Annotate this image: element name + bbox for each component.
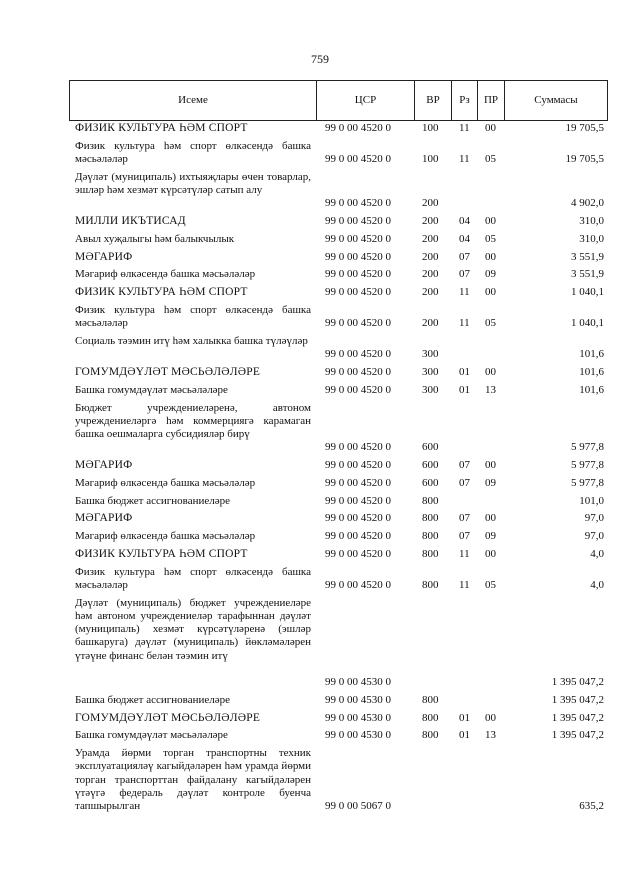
row-csr: 99 0 00 4520 0 bbox=[325, 512, 391, 525]
row-csr: 99 0 00 5067 0 bbox=[325, 799, 391, 812]
row-pr: 05 bbox=[485, 317, 496, 330]
row-rz: 01 bbox=[459, 365, 470, 378]
row-csr: 99 0 00 4530 0 bbox=[325, 729, 391, 742]
row-sum: 1 040,1 bbox=[571, 317, 604, 330]
row-csr: 99 0 00 4520 0 bbox=[325, 383, 391, 396]
row-name: Башка гомумдәүләт мәсьәләләре bbox=[75, 729, 228, 742]
row-pr: 00 bbox=[485, 365, 496, 378]
row-rz: 07 bbox=[459, 530, 470, 543]
row-vr: 200 bbox=[422, 250, 439, 263]
table-body bbox=[0, 122, 640, 818]
row-vr: 800 bbox=[422, 711, 439, 724]
row-name: ФИЗИК КУЛЬТУРА ҺӘМ СПОРТ bbox=[75, 547, 248, 560]
row-pr: 13 bbox=[485, 729, 496, 742]
row-sum: 310,0 bbox=[579, 232, 604, 245]
row-csr: 99 0 00 4520 0 bbox=[325, 348, 391, 361]
row-sum: 5 977,8 bbox=[571, 458, 604, 471]
header-name: Исеме bbox=[70, 81, 317, 120]
table-row bbox=[0, 729, 640, 747]
row-pr: 09 bbox=[485, 530, 496, 543]
row-rz: 11 bbox=[459, 153, 470, 165]
row-csr: 99 0 00 4520 0 bbox=[325, 232, 391, 245]
row-pr: 05 bbox=[485, 153, 496, 165]
row-sum: 4 902,0 bbox=[571, 197, 604, 210]
table-row bbox=[0, 304, 640, 335]
row-sum: 101,6 bbox=[579, 383, 604, 396]
row-vr: 200 bbox=[422, 197, 439, 210]
row-name: Дәүләт (муниципаль) бюджет учреждениеләре һәм автоном учреждениеләр тарафыннан дәүләт (муниципаль) хезмәт күрсәтүләренә (эшләр башкаруга) дәүләт (муниципаль) йөкләмәләрен үтәүне финанс белән тәэмин итү bbox=[75, 596, 311, 662]
row-vr: 200 bbox=[422, 286, 439, 299]
table-row bbox=[0, 548, 640, 566]
row-vr: 800 bbox=[422, 530, 439, 543]
row-sum: 4,0 bbox=[590, 547, 604, 560]
table-row bbox=[0, 171, 640, 215]
row-rz: 07 bbox=[459, 476, 470, 489]
table-row bbox=[0, 286, 640, 304]
row-vr: 200 bbox=[422, 317, 439, 330]
row-csr: 99 0 00 4520 0 bbox=[325, 365, 391, 378]
table-row bbox=[0, 747, 640, 818]
row-name: Физик культура һәм спорт өлкәсендә башка мәсьәләләр bbox=[75, 565, 311, 591]
row-pr: 00 bbox=[485, 122, 496, 134]
row-csr: 99 0 00 4530 0 bbox=[325, 675, 391, 688]
row-sum: 19 705,5 bbox=[565, 122, 604, 134]
row-pr: 00 bbox=[485, 512, 496, 525]
table-row bbox=[0, 512, 640, 530]
table-row bbox=[0, 694, 640, 712]
row-name: ФИЗИК КУЛЬТУРА ҺӘМ СПОРТ bbox=[75, 286, 248, 299]
table-row bbox=[0, 140, 640, 171]
row-pr: 13 bbox=[485, 383, 496, 396]
row-rz: 01 bbox=[459, 711, 470, 724]
row-vr: 600 bbox=[422, 476, 439, 489]
row-rz: 01 bbox=[459, 383, 470, 396]
row-csr: 99 0 00 4520 0 bbox=[325, 441, 391, 454]
row-rz: 07 bbox=[459, 250, 470, 263]
row-vr: 800 bbox=[422, 547, 439, 560]
row-rz: 07 bbox=[459, 268, 470, 281]
row-csr: 99 0 00 4520 0 bbox=[325, 250, 391, 263]
row-pr: 09 bbox=[485, 476, 496, 489]
row-vr: 800 bbox=[422, 729, 439, 742]
row-name: Мәгариф өлкәсендә башка мәсьәләләр bbox=[75, 530, 256, 543]
row-rz: 11 bbox=[459, 578, 470, 591]
row-vr: 300 bbox=[422, 348, 439, 361]
row-csr: 99 0 00 4520 0 bbox=[325, 494, 391, 507]
row-csr: 99 0 00 4520 0 bbox=[325, 197, 391, 210]
row-vr: 800 bbox=[422, 693, 439, 706]
row-csr: 99 0 00 4530 0 bbox=[325, 693, 391, 706]
row-pr: 00 bbox=[485, 711, 496, 724]
row-csr: 99 0 00 4520 0 bbox=[325, 268, 391, 281]
row-vr: 100 bbox=[422, 122, 439, 134]
row-vr: 300 bbox=[422, 383, 439, 396]
row-rz: 11 bbox=[459, 286, 470, 299]
row-pr: 00 bbox=[485, 250, 496, 263]
row-name: ФИЗИК КУЛЬТУРА ҺӘМ СПОРТ bbox=[75, 122, 248, 134]
table-row bbox=[0, 215, 640, 233]
row-csr: 99 0 00 4520 0 bbox=[325, 476, 391, 489]
table-row bbox=[0, 233, 640, 251]
row-sum: 1 040,1 bbox=[571, 286, 604, 299]
row-vr: 800 bbox=[422, 494, 439, 507]
row-name: Башка гомумдәүләт мәсьәләләре bbox=[75, 383, 228, 396]
row-csr: 99 0 00 4530 0 bbox=[325, 711, 391, 724]
header-vr: ВР bbox=[415, 81, 452, 120]
row-name: МӘГАРИФ bbox=[75, 512, 133, 525]
table-row bbox=[0, 251, 640, 269]
header-rz: Рз bbox=[452, 81, 478, 120]
table-row bbox=[0, 566, 640, 597]
row-rz: 11 bbox=[459, 122, 470, 134]
page-number: 759 bbox=[311, 52, 329, 66]
row-name: МИЛЛИ ИКЪТИСАД bbox=[75, 214, 186, 227]
header-pr: ПР bbox=[478, 81, 505, 120]
row-sum: 1 395 047,2 bbox=[551, 711, 604, 724]
row-csr: 99 0 00 4520 0 bbox=[325, 286, 391, 299]
row-sum: 101,6 bbox=[579, 348, 604, 361]
row-name: Урамда йөрми торган транспортны техник эксплуатацияләү кагыйдәләрен һәм урамда йөрми торган транспорттан файдалану кагыйдәләрен үтәүгә федераль дәүләт контроле буенча тапшырылган bbox=[75, 747, 311, 812]
row-sum: 3 551,9 bbox=[571, 250, 604, 263]
row-csr: 99 0 00 4520 0 bbox=[325, 122, 391, 134]
table-row bbox=[0, 597, 640, 694]
row-sum: 101,6 bbox=[579, 365, 604, 378]
row-rz: 07 bbox=[459, 512, 470, 525]
row-pr: 00 bbox=[485, 286, 496, 299]
row-name: ГОМУМДӘҮЛӘТ МӘСЬӘЛӘЛӘРЕ bbox=[75, 711, 261, 724]
row-name: Дәүләт (муниципаль) ихтыяҗлары өчен товарлар, эшләр һәм хезмәт күрсәтүләр сатып алу bbox=[75, 170, 311, 196]
row-name: Авыл хуҗалыгы һәм балыкчылык bbox=[75, 232, 235, 245]
row-rz: 04 bbox=[459, 232, 470, 245]
row-name: Социаль тәэмин итү һәм халыкка башка түләүләр bbox=[75, 334, 308, 347]
row-csr: 99 0 00 4520 0 bbox=[325, 547, 391, 560]
row-vr: 600 bbox=[422, 458, 439, 471]
row-sum: 97,0 bbox=[584, 512, 604, 525]
row-vr: 800 bbox=[422, 578, 439, 591]
row-vr: 100 bbox=[422, 153, 439, 165]
row-sum: 19 705,5 bbox=[565, 153, 604, 165]
row-sum: 1 395 047,2 bbox=[551, 675, 604, 688]
row-name: Мәгариф өлкәсендә башка мәсьәләләр bbox=[75, 476, 256, 489]
row-name: ГОМУМДӘҮЛӘТ МӘСЬӘЛӘЛӘРЕ bbox=[75, 365, 261, 378]
row-name: МӘГАРИФ bbox=[75, 250, 133, 263]
row-vr: 200 bbox=[422, 214, 439, 227]
row-pr: 00 bbox=[485, 214, 496, 227]
table-row bbox=[0, 335, 640, 366]
row-vr: 600 bbox=[422, 441, 439, 454]
row-csr: 99 0 00 4520 0 bbox=[325, 458, 391, 471]
row-rz: 07 bbox=[459, 458, 470, 471]
row-pr: 00 bbox=[485, 547, 496, 560]
row-csr: 99 0 00 4520 0 bbox=[325, 153, 391, 165]
header-csr: ЦСР bbox=[317, 81, 415, 120]
header-sum: Суммасы bbox=[534, 94, 578, 106]
row-csr: 99 0 00 4520 0 bbox=[325, 214, 391, 227]
table-row bbox=[0, 530, 640, 548]
row-pr: 00 bbox=[485, 458, 496, 471]
row-csr: 99 0 00 4520 0 bbox=[325, 530, 391, 543]
table-row bbox=[0, 402, 640, 459]
row-sum: 4,0 bbox=[590, 578, 604, 591]
row-sum: 3 551,9 bbox=[571, 268, 604, 281]
row-sum: 101,0 bbox=[579, 494, 604, 507]
row-pr: 09 bbox=[485, 268, 496, 281]
row-sum: 5 977,8 bbox=[571, 476, 604, 489]
row-sum: 97,0 bbox=[584, 530, 604, 543]
row-sum: 1 395 047,2 bbox=[551, 693, 604, 706]
row-pr: 05 bbox=[485, 232, 496, 245]
row-vr: 800 bbox=[422, 512, 439, 525]
row-sum: 5 977,8 bbox=[571, 441, 604, 454]
row-sum: 635,2 bbox=[579, 799, 604, 812]
table-row bbox=[0, 712, 640, 730]
row-rz: 04 bbox=[459, 214, 470, 227]
row-csr: 99 0 00 4520 0 bbox=[325, 317, 391, 330]
row-name: Мәгариф өлкәсендә башка мәсьәләләр bbox=[75, 268, 256, 281]
row-name: Башка бюджет ассигнованиеләре bbox=[75, 693, 230, 706]
table-row bbox=[0, 268, 640, 286]
row-name: Физик культура һәм спорт өлкәсендә башка мәсьәләләр bbox=[75, 303, 311, 330]
row-name: Физик культура һәм спорт өлкәсендә башка мәсьәләләр bbox=[75, 139, 311, 165]
table-row bbox=[0, 459, 640, 477]
table-header bbox=[69, 80, 608, 121]
row-pr: 05 bbox=[485, 578, 496, 591]
table-row bbox=[0, 366, 640, 384]
row-sum: 1 395 047,2 bbox=[551, 729, 604, 742]
table-row bbox=[0, 495, 640, 513]
row-csr: 99 0 00 4520 0 bbox=[325, 578, 391, 591]
table-row bbox=[0, 384, 640, 402]
row-rz: 01 bbox=[459, 729, 470, 742]
row-vr: 200 bbox=[422, 268, 439, 281]
row-rz: 11 bbox=[459, 317, 470, 330]
row-name: Башка бюджет ассигнованиеләре bbox=[75, 494, 230, 507]
row-vr: 300 bbox=[422, 365, 439, 378]
table-row bbox=[0, 477, 640, 495]
row-rz: 11 bbox=[459, 547, 470, 560]
table-row bbox=[0, 122, 640, 140]
row-sum: 310,0 bbox=[579, 214, 604, 227]
row-name: Бюджет учреждениеләренә, автоном учреждениеләргә һәм коммерциягә карамаган башка оешмаларга субсидияләр бирү bbox=[75, 401, 311, 440]
row-vr: 200 bbox=[422, 232, 439, 245]
row-name: МӘГАРИФ bbox=[75, 458, 133, 471]
